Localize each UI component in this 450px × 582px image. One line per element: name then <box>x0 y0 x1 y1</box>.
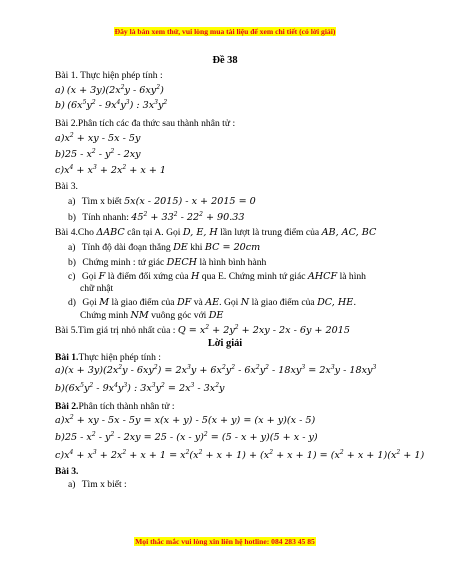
problem-4c-text2: là điểm đối xứng của <box>107 271 189 282</box>
problem-4c-cont: chữ nhật <box>80 283 114 294</box>
problem-4a <box>68 243 260 253</box>
problem-4d-text4: . Gọi <box>219 297 239 308</box>
problem-4d-point-n: N <box>240 297 250 308</box>
problem-2c-expression: $x^4 + x^3 + 2x^2 + x + 1$ <box>64 164 167 176</box>
problem-4c-point-h: H <box>191 271 200 282</box>
problem-4c-text3: qua E. Chứng minh tứ giác <box>201 271 306 282</box>
hotline-banner: Mọi thắc mắc vui lòng xin liên hệ hotline: 084 283 45 85 <box>135 537 315 546</box>
solution-title: Lời giải <box>207 338 243 349</box>
problem-4-segments: AB, AC, BC <box>321 227 377 238</box>
solution-2-heading <box>55 402 175 412</box>
problem-4d-text1: Gọi <box>82 297 97 308</box>
problem-4d <box>68 298 356 308</box>
problem-4d-segs: DC, HE. <box>317 297 357 308</box>
solution-3a <box>68 480 127 490</box>
problem-3a-equation: 5x(x - 2015) - x + 2015 = 0 <box>124 196 256 207</box>
problem-3b <box>68 213 245 223</box>
solution-1-text: Thực hiện phép tính : <box>78 352 161 363</box>
solution-3a-label: a) <box>68 479 76 490</box>
problem-4d-label: d) <box>68 297 76 308</box>
problem-4d-point-m: M <box>99 297 110 308</box>
problem-4d-cont <box>80 311 223 321</box>
solution-3-heading: Bài 3. <box>55 466 79 477</box>
problem-1a <box>55 86 164 96</box>
solution-1-heading <box>55 353 161 363</box>
problem-2-heading: Bài 2.Phân tích các đa thức sau thành nhân tử : <box>55 118 236 129</box>
problem-2b <box>55 150 141 160</box>
preview-notice-banner: Đây là bản xem thử, vui lòng mua tài liệu để xem chi tiết (có lời giải) <box>114 27 336 36</box>
problem-4d-seg-df: DF <box>176 297 192 308</box>
problem-4a-text2: khi <box>190 242 203 253</box>
problem-4-heading-pre: Bài 4.Cho <box>55 227 94 238</box>
solution-2a <box>55 416 315 426</box>
problem-2c <box>55 166 166 176</box>
problem-4-heading-mid1: cân tại A. Gọi <box>127 227 181 238</box>
problem-4d-text6: Chứng minh <box>80 310 129 321</box>
problem-4d-text5: là giao điểm của <box>251 297 315 308</box>
problem-4c-label: c) <box>68 271 76 282</box>
problem-1b <box>55 101 167 111</box>
problem-1a-expression: $(x + 3y)(2x^2y - 6xy^2)$ <box>66 84 164 96</box>
problem-4a-segment: DE <box>173 242 188 253</box>
solution-2b <box>55 433 318 443</box>
problem-4-heading <box>55 228 376 238</box>
problem-3a-label: a) <box>68 196 76 207</box>
solution-2c-expression: $c)x^4 + x^3 + 2x^2 + x + 1 = x^2(x^2 + x + 1) + (x^2 + x + 1) = (x^2 + x + 1)(x^2 + 1)$ <box>55 449 425 461</box>
solution-1a-expression: $a)(x + 3y)(2x^2y - 6xy^2) = 2x^3y + 6x^2y^2 - 6x^2y^2 - 18xy^3 = 2x^3y - 18xy^3$ <box>55 364 377 376</box>
problem-3-heading: Bài 3. <box>55 181 78 192</box>
problem-4b-text1: Chứng minh : tứ giác <box>82 257 165 268</box>
problem-5 <box>55 326 350 336</box>
problem-4b-text2: là hình bình hành <box>199 257 267 268</box>
problem-1a-label: a) <box>55 85 65 96</box>
problem-5-heading: Bài 5.Tìm giá trị nhỏ nhất của : <box>55 325 176 336</box>
problem-2a <box>55 134 140 144</box>
problem-4c-text4: là hình <box>339 271 366 282</box>
problem-2c-label: c) <box>55 165 65 176</box>
problem-2b-expression: $25 - x^2 - y^2 - 2xy$ <box>64 148 141 160</box>
problem-4d-seg-de: DE <box>208 310 224 321</box>
problem-3b-expression: $45^2 + 33^2 - 22^2 + 90.33$ <box>131 211 245 223</box>
problem-1-heading: Bài 1. Thực hiện phép tính : <box>55 70 163 81</box>
solution-2a-expression: $a)x^2$ + xy - 5x - 5y = x(x + y) - 5(x + y) = (x + y)(x - 5) <box>55 414 316 426</box>
solution-1b <box>55 384 224 394</box>
problem-4a-text1: Tính độ dài đoạn thẳng <box>81 242 171 253</box>
problem-4d-text7: vuông góc với <box>151 310 207 321</box>
problem-4b-label: b) <box>68 257 76 268</box>
problem-4c <box>68 272 366 282</box>
solution-3a-text: Tìm x biết : <box>81 479 127 490</box>
solution-2-label: Bài 2. <box>55 401 79 412</box>
problem-5-expression: $Q = x^2 + 2y^2 + 2xy - 2x - 6y + 2015$ <box>177 324 350 336</box>
problem-4b <box>68 258 266 268</box>
problem-4-triangle: ΔABC <box>96 227 125 238</box>
problem-4c-text1: Gọi <box>81 271 97 282</box>
exam-title: Đề 38 <box>212 55 238 66</box>
problem-3b-text: Tính nhanh: <box>82 212 129 223</box>
problem-3a-text: Tìm x biết <box>81 196 122 207</box>
problem-4c-point-f: F <box>98 271 106 282</box>
solution-1b-expression: $b)(6x^5y^2 - 9x^4y^3)$ : $3x^3y^2 = 2x^3 - 3x^2y$ <box>55 382 225 394</box>
problem-4-points: D, E, H <box>182 227 218 238</box>
solution-1-label: Bài 1. <box>55 352 79 363</box>
problem-4d-text2: là giao điểm của <box>111 297 175 308</box>
problem-2b-label: b) <box>55 149 65 160</box>
solution-1a <box>55 366 376 376</box>
problem-4d-seg-ae: AE <box>205 297 220 308</box>
problem-1b-label: b) <box>55 100 65 111</box>
problem-1b-expression: $(6x^5y^2 - 9x^4y^3)$ : $3x^3y^2$ <box>67 99 168 111</box>
problem-2a-expression: $x^2$ + xy - 5x - 5y <box>64 132 141 144</box>
problem-4a-given: BC = 20cm <box>204 242 261 253</box>
problem-4b-quad: DECH <box>166 257 198 268</box>
problem-4d-seg-nm: NM <box>130 310 149 321</box>
problem-3b-label: b) <box>68 212 76 223</box>
solution-2b-expression: $b)25 - x^2 - y^2 - 2xy = 25 - (x - y)^2 = (5 - x + y)(5 + x - y)$ <box>55 431 318 443</box>
problem-4d-text3: và <box>193 297 203 308</box>
solution-2-text: Phân tích thành nhân tử : <box>78 401 175 412</box>
problem-4-heading-mid2: lần lượt là trung điểm của <box>220 227 320 238</box>
problem-4a-label: a) <box>68 242 76 253</box>
problem-3a <box>68 197 256 207</box>
problem-2a-label: a) <box>55 133 65 144</box>
solution-2c <box>55 451 424 461</box>
problem-4c-quad: AHCF <box>307 271 338 282</box>
